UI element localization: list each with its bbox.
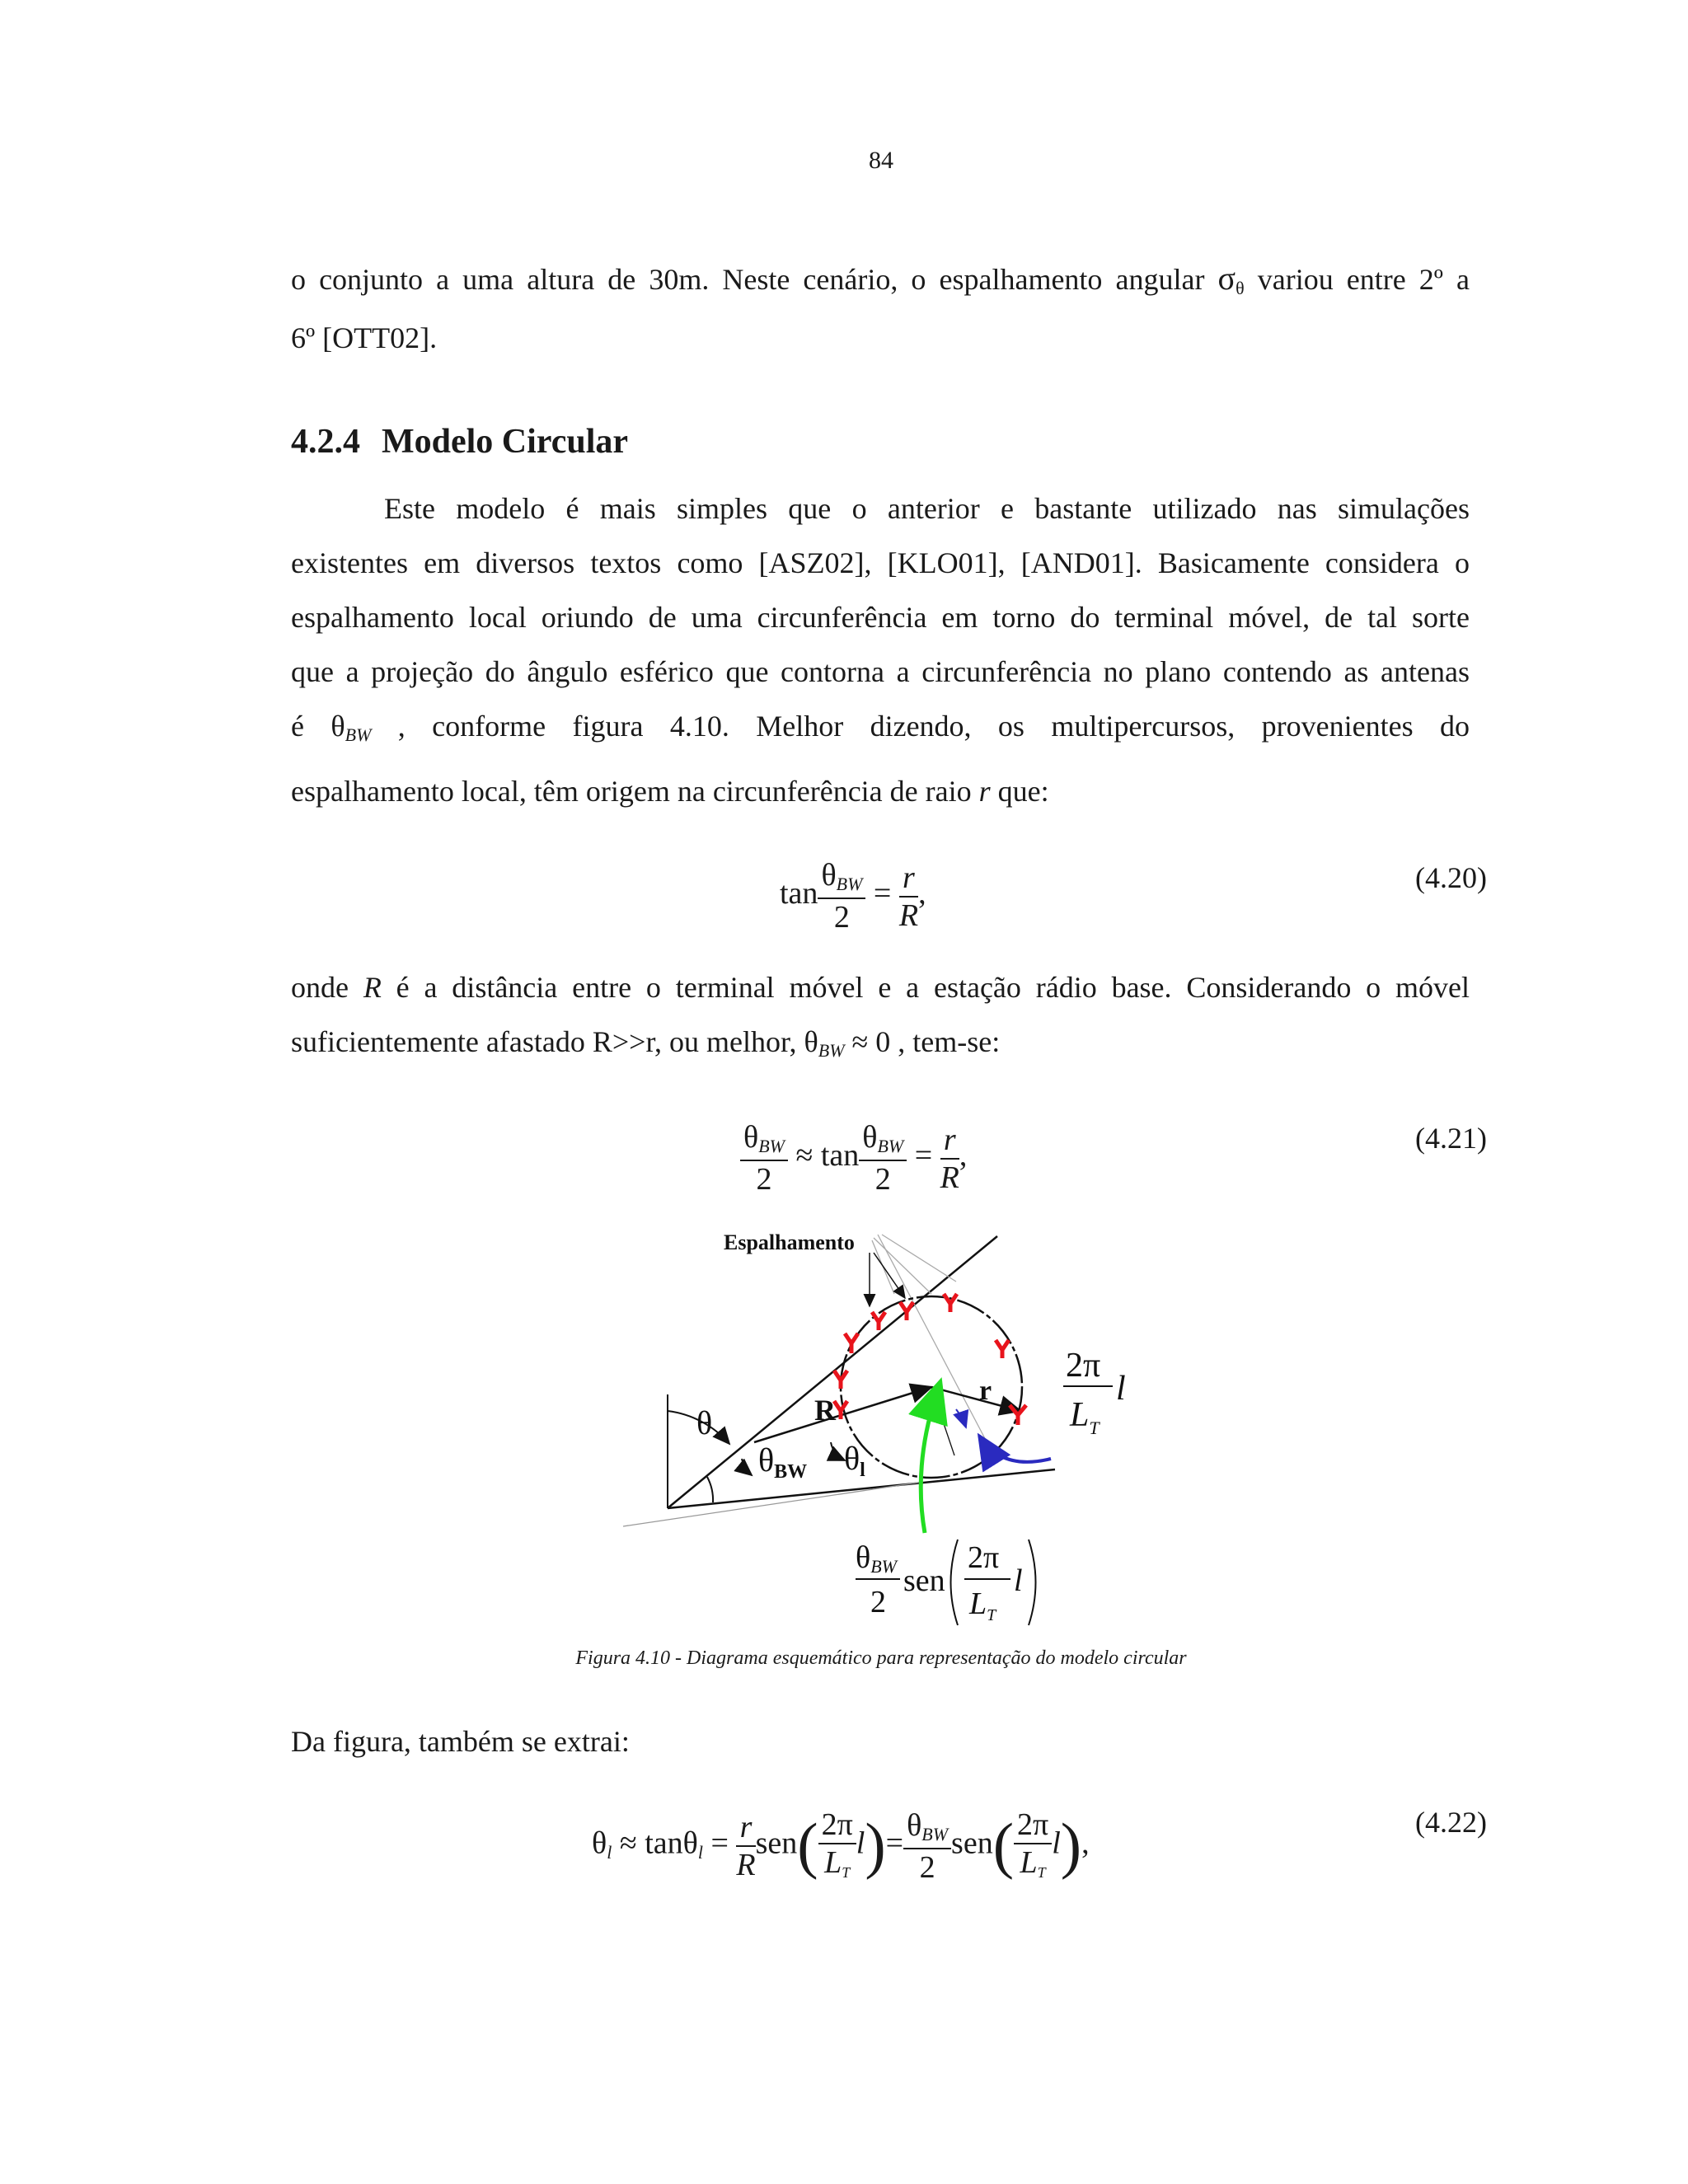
svg-text:LT: $L_T$ [969,1586,996,1624]
bottom-formula [856,1540,1036,1625]
theta-l-label: $\theta_l$ [844,1440,865,1481]
svg-text:l: l [1014,1563,1023,1598]
equation-number-4-22: (4.22) [1415,1806,1487,1839]
r-label: r [979,1376,992,1406]
page-number: 84 [869,147,893,174]
equation-4-20: tan $\frac{\text{θBW}}{2}$ = $\frac{r}{R}$ , [780,858,926,935]
section-number: 4.2.4 [291,423,360,461]
paragraph-2-line-5: é θBW , conforme figura 4.10. Melhor dizendo, os multipercursos, provenientes do [291,710,1470,745]
paragraph-2-line-6: espalhamento local, têm origem na circunferência de raio r que: [291,775,1049,808]
tangent-line [668,1236,997,1508]
paragraph-3: onde R é a distância entre o terminal móvel e a estação rádio base. Considerando o móvel suficientemente afastado R>>r, ou melhor, θBW ≈ 0 , tem-se: [291,971,1470,1061]
svg-text:θBW: θBW [856,1540,897,1577]
green-arrow [921,1397,935,1533]
r-vector [931,1387,1020,1411]
section-title: Modelo Circular [382,423,629,461]
equation-4-22: θl ≈ tanθl = $\frac{r}{R}$ sen( $\frac{2\pi}{LT}$ l)= $\frac{\text{θBW}}{2}$ sen( $\frac{2\pi}{LT}$ l), [592,1807,1090,1885]
svg-text:2π: 2π [968,1540,1000,1575]
sigma-symbol: σ [1217,260,1236,297]
paragraph-1 [291,251,1470,365]
section-heading [291,422,628,462]
figure-caption: Figura 4.10 - Diagrama esquemático para representação do modelo circular [575,1647,1187,1669]
svg-text:l: l [1116,1370,1126,1408]
paragraph-1-line-1: o conjunto a uma altura de 30m. Neste cenário, o espalhamento angular σθ variou entre 2º a [291,260,1470,298]
equation-4-21: $\frac{\text{θBW}}{2}$ ≈ tan $\frac{\text{θBW}}{2}$ = $\frac{r}{R}$ , [740,1119,967,1197]
theta-label: θ [696,1404,713,1441]
right-fraction [1063,1347,1126,1438]
paragraph-2: Este modelo é mais simples que o anterior e bastante utilizado nas simulações existentes em diversos textos como [ASZ02], [KLO01], [AND01]. Basicamente considera o espalhamento local oriundo de uma circunferência em torno do terminal móvel, de tal sorte que a projeção do ângulo esférico que contorna a circunferência no plano contendo as antenas é θBW , conforme figura 4.10. Melhor dizendo, os multipercursos, provenientes do espalhamento local, têm origem na circunferência de raio r que: [291,481,1470,818]
R-label: R [814,1394,836,1427]
svg-text:LT: $L_T$ [1070,1396,1100,1438]
equation-number-4-21: (4.21) [1415,1122,1487,1155]
theta-bw-label: $\theta_{BW}$ [758,1441,808,1483]
svg-text:2π: 2π [1066,1347,1101,1385]
svg-text:sen: sen [903,1563,945,1598]
paragraph-4: Da figura, também se extrai: [291,1725,630,1758]
scatter-label: Espalhamento [724,1230,855,1254]
blue-arrow [979,1436,1051,1462]
paragraph-1-line-2: 6º [OTT02]. [291,321,438,354]
equation-number-4-20: (4.20) [1415,861,1487,894]
figure-4-10-diagram [610,1220,1170,1640]
svg-text:2: 2 [870,1585,886,1619]
